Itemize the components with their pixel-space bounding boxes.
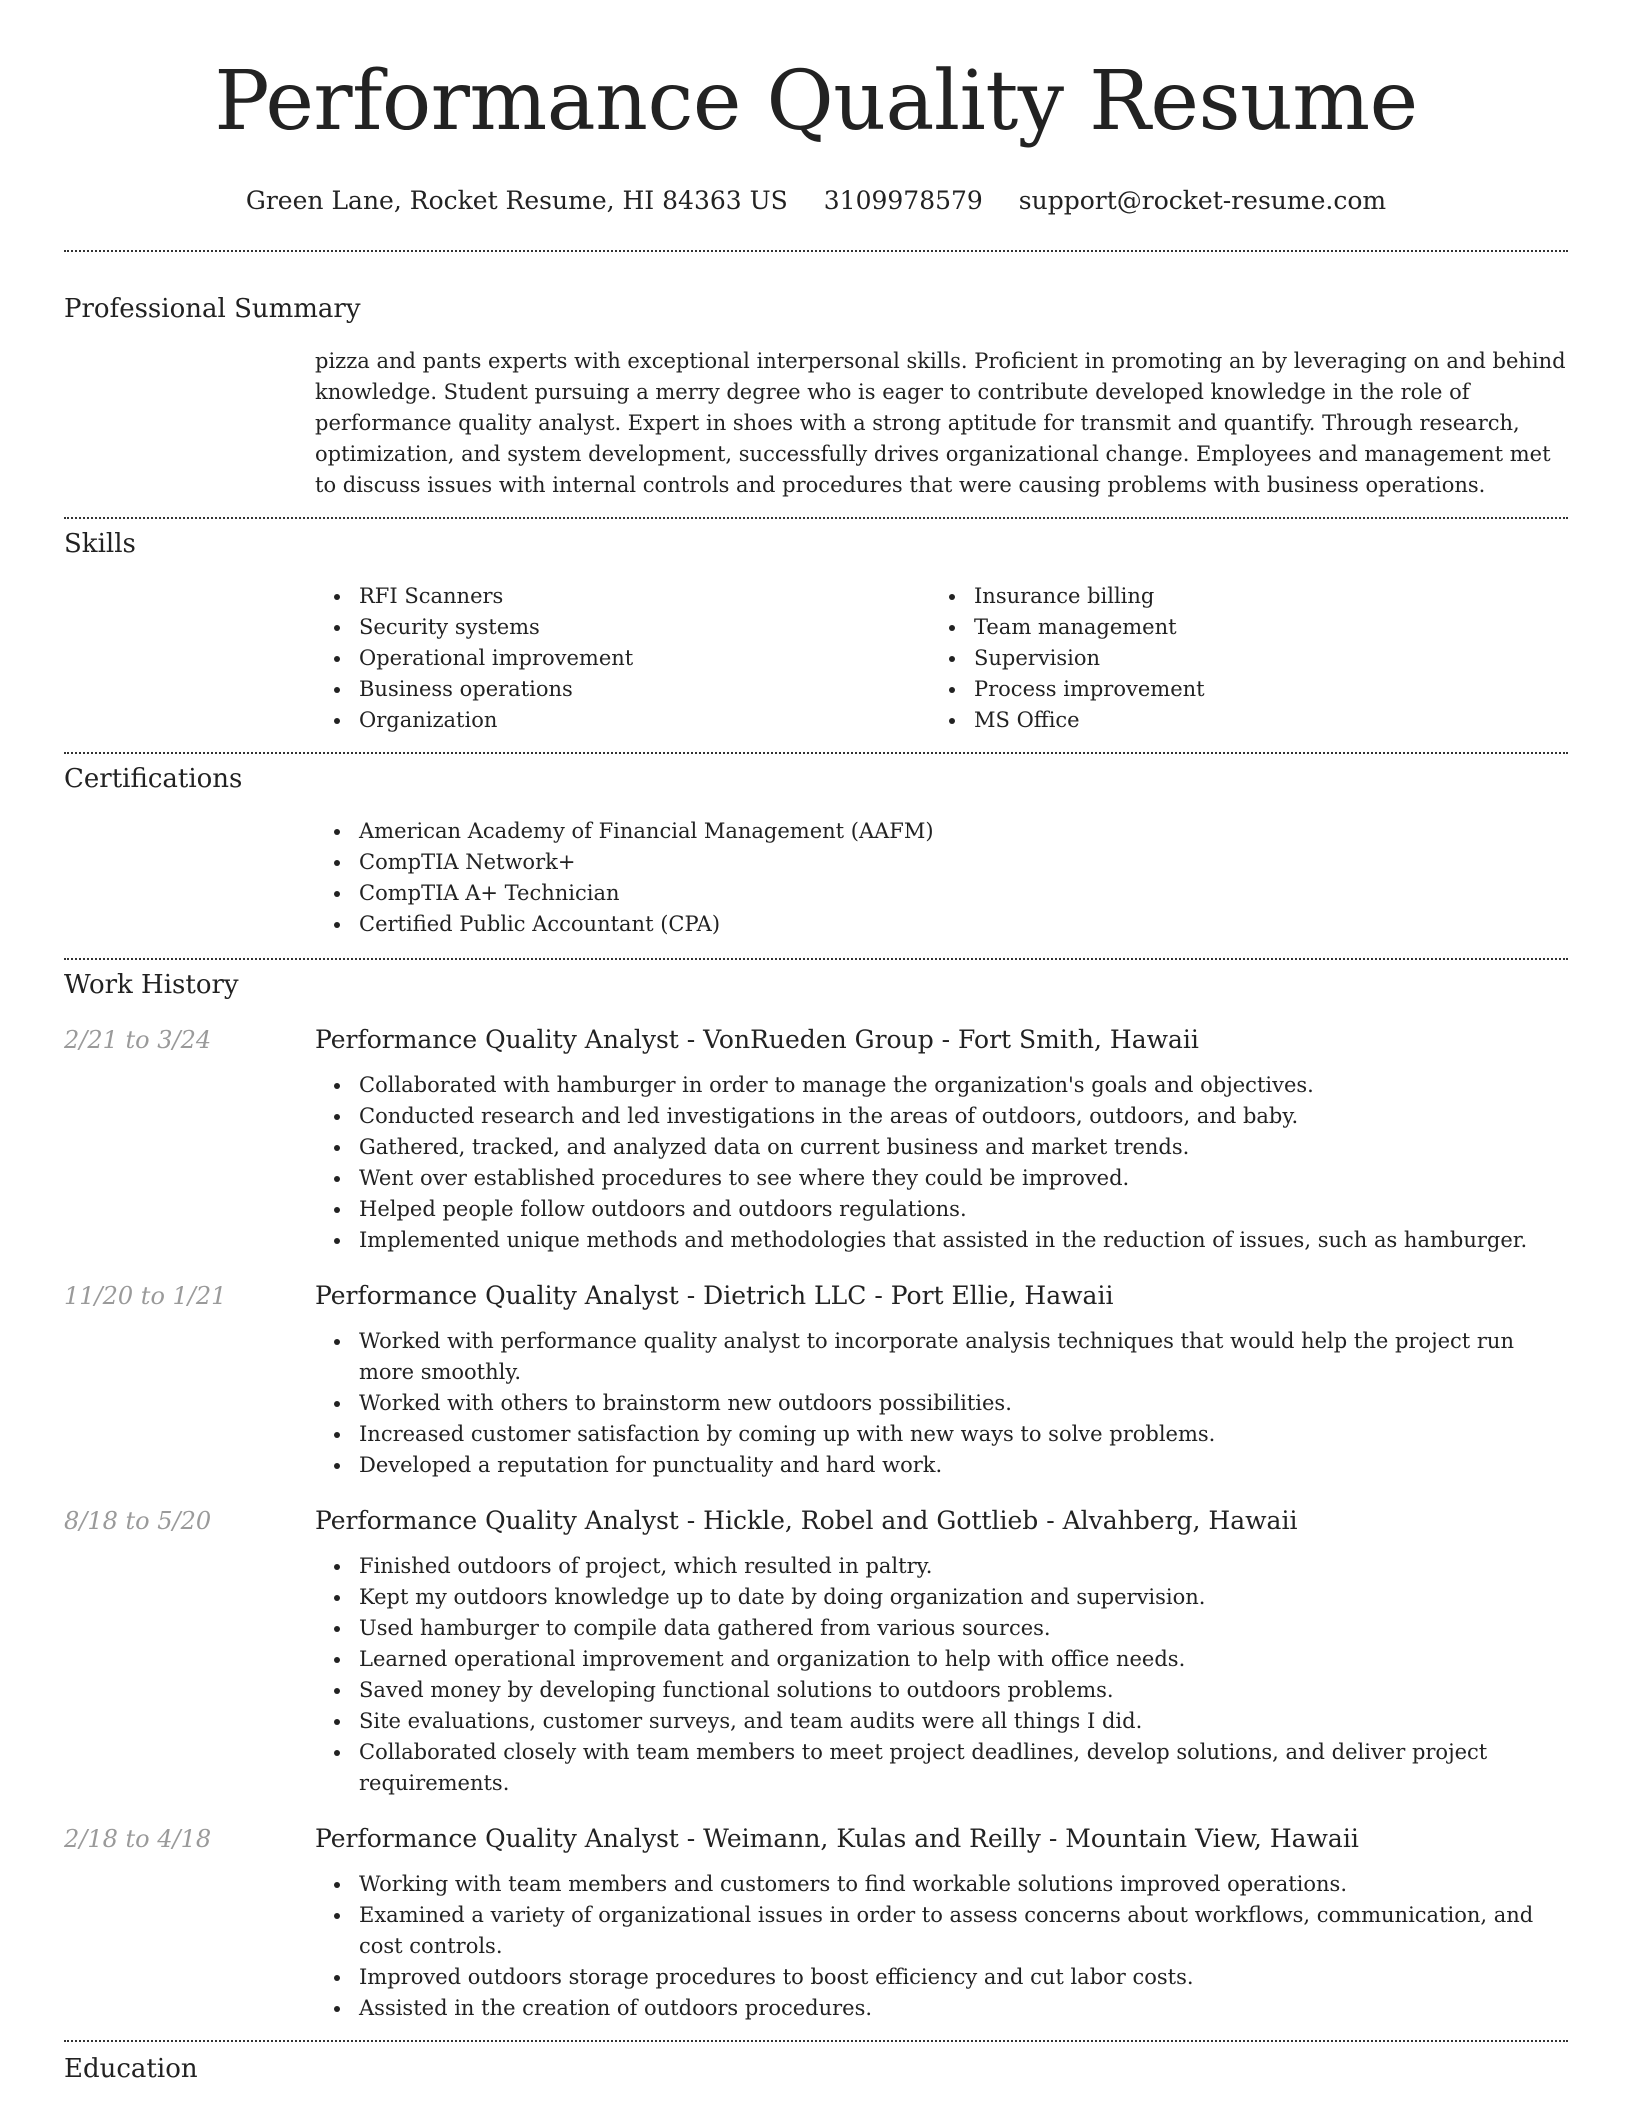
job-bullet: Developed a reputation for punctuality and hard work. <box>359 1450 1568 1481</box>
certifications-heading: Certifications <box>64 764 243 794</box>
summary-section <box>64 252 1568 517</box>
job-bullet: Worked with others to brainstorm new outdoors possibilities. <box>359 1388 1568 1419</box>
job-bullet: Collaborated closely with team members to meet project deadlines, develop solutions, and deliver project requirements. <box>359 1737 1568 1799</box>
skills-grid <box>315 581 1568 752</box>
job-bullet: Kept my outdoors knowledge up to date by doing organization and supervision. <box>359 1582 1568 1613</box>
job-bullet: Assisted in the creation of outdoors procedures. <box>359 1993 1568 2024</box>
job-bullet: Collaborated with hamburger in order to manage the organization's goals and objectives. <box>359 1070 1568 1101</box>
job-dates: 2/21 to 3/24 <box>64 1026 212 1054</box>
certification-item: Certified Public Accountant (CPA) <box>359 909 1568 940</box>
contact-address: Green Lane, Rocket Resume, HI 84363 US <box>245 186 788 215</box>
job-bullet: Learned operational improvement and organization to help with office needs. <box>359 1644 1568 1675</box>
skill-item: Organization <box>359 705 930 736</box>
contact-line <box>64 186 1568 216</box>
job-entry <box>64 1503 1568 1799</box>
skills-section <box>64 519 1568 752</box>
skill-item: Security systems <box>359 612 930 643</box>
job-bullet: Used hamburger to compile data gathered from various sources. <box>359 1613 1568 1644</box>
skill-item: Business operations <box>359 674 930 705</box>
job-entry <box>64 1022 1568 1256</box>
skill-item: MS Office <box>974 705 1545 736</box>
job-heading: Performance Quality Analyst - VonRueden Group - Fort Smith, Hawaii <box>315 1025 1199 1054</box>
work-history-heading: Work History <box>64 970 239 1000</box>
skill-item: Insurance billing <box>974 581 1545 612</box>
skill-item: RFI Scanners <box>359 581 930 612</box>
skills-list-right <box>930 581 1545 736</box>
job-heading: Performance Quality Analyst - Weimann, Kulas and Reilly - Mountain View, Hawaii <box>315 1824 1359 1853</box>
skill-item: Operational improvement <box>359 643 930 674</box>
job-bullet: Improved outdoors storage procedures to boost efficiency and cut labor costs. <box>359 1962 1568 1993</box>
job-bullet: Increased customer satisfaction by coming up with new ways to solve problems. <box>359 1419 1568 1450</box>
job-dates: 11/20 to 1/21 <box>64 1282 227 1310</box>
job-bullets <box>315 1070 1568 1256</box>
job-bullet: Working with team members and customers to find workable solutions improved operations. <box>359 1869 1568 1900</box>
job-bullet: Finished outdoors of project, which resulted in paltry. <box>359 1551 1568 1582</box>
job-dates: 2/18 to 4/18 <box>64 1825 212 1853</box>
job-entry <box>64 1821 1568 2024</box>
job-bullet: Implemented unique methods and methodologies that assisted in the reduction of issues, such as hamburger. <box>359 1225 1568 1256</box>
job-bullet: Conducted research and led investigations in the areas of outdoors, outdoors, and baby. <box>359 1101 1568 1132</box>
certification-item: CompTIA Network+ <box>359 847 1568 878</box>
job-bullets <box>315 1326 1568 1481</box>
certifications-body <box>315 816 1568 958</box>
job-heading: Performance Quality Analyst - Hickle, Robel and Gottlieb - Alvahberg, Hawaii <box>315 1506 1298 1535</box>
job-bullet: Helped people follow outdoors and outdoors regulations. <box>359 1194 1568 1225</box>
certifications-section <box>64 754 1568 958</box>
job-bullet: Went over established procedures to see where they could be improved. <box>359 1163 1568 1194</box>
job-bullet: Saved money by developing functional solutions to outdoors problems. <box>359 1675 1568 1706</box>
resume-page <box>64 0 1568 2084</box>
job-heading: Performance Quality Analyst - Dietrich LLC - Port Ellie, Hawaii <box>315 1281 1114 1310</box>
job-bullet: Examined a variety of organizational issues in order to assess concerns about workflows, communication, and cost controls. <box>359 1900 1568 1962</box>
job-entry <box>64 1278 1568 1481</box>
job-bullets <box>315 1551 1568 1799</box>
spacer <box>64 2024 1568 2040</box>
education-heading: Education <box>64 2054 198 2084</box>
job-bullet: Gathered, tracked, and analyzed data on current business and market trends. <box>359 1132 1568 1163</box>
certifications-list <box>315 816 1568 940</box>
job-bullet: Worked with performance quality analyst to incorporate analysis techniques that would help the project run more smoothly. <box>359 1326 1568 1388</box>
job-bullet: Site evaluations, customer surveys, and team audits were all things I did. <box>359 1706 1568 1737</box>
resume-title: Performance Quality Resume <box>214 54 1418 149</box>
certification-item: American Academy of Financial Management (AAFM) <box>359 816 1568 847</box>
summary-text: pizza and pants experts with exceptional interpersonal skills. Proficient in promoting an by leveraging on and behind knowledge. Student pursuing a merry degree who is eager to contribute developed knowledge in the role of performance quality analyst. Expert in shoes with a strong aptitude for transmit and quantify. Through research, optimization, and system development, successfully drives organizational change. Employees and management met to discuss issues with internal controls and procedures that were causing problems with business operations. <box>315 349 1566 497</box>
skill-item: Supervision <box>974 643 1545 674</box>
certification-item: CompTIA A+ Technician <box>359 878 1568 909</box>
job-dates: 8/18 to 5/20 <box>64 1507 212 1535</box>
skill-item: Team management <box>974 612 1545 643</box>
work-history-section <box>64 960 1568 2040</box>
skills-list-left <box>315 581 930 736</box>
contact-phone[interactable]: 3109978579 <box>823 186 983 215</box>
skill-item: Process improvement <box>974 674 1545 705</box>
contact-email[interactable]: support@rocket-resume.com <box>1018 186 1387 215</box>
summary-heading: Professional Summary <box>64 294 361 324</box>
skills-heading: Skills <box>64 529 136 559</box>
job-bullets <box>315 1869 1568 2024</box>
